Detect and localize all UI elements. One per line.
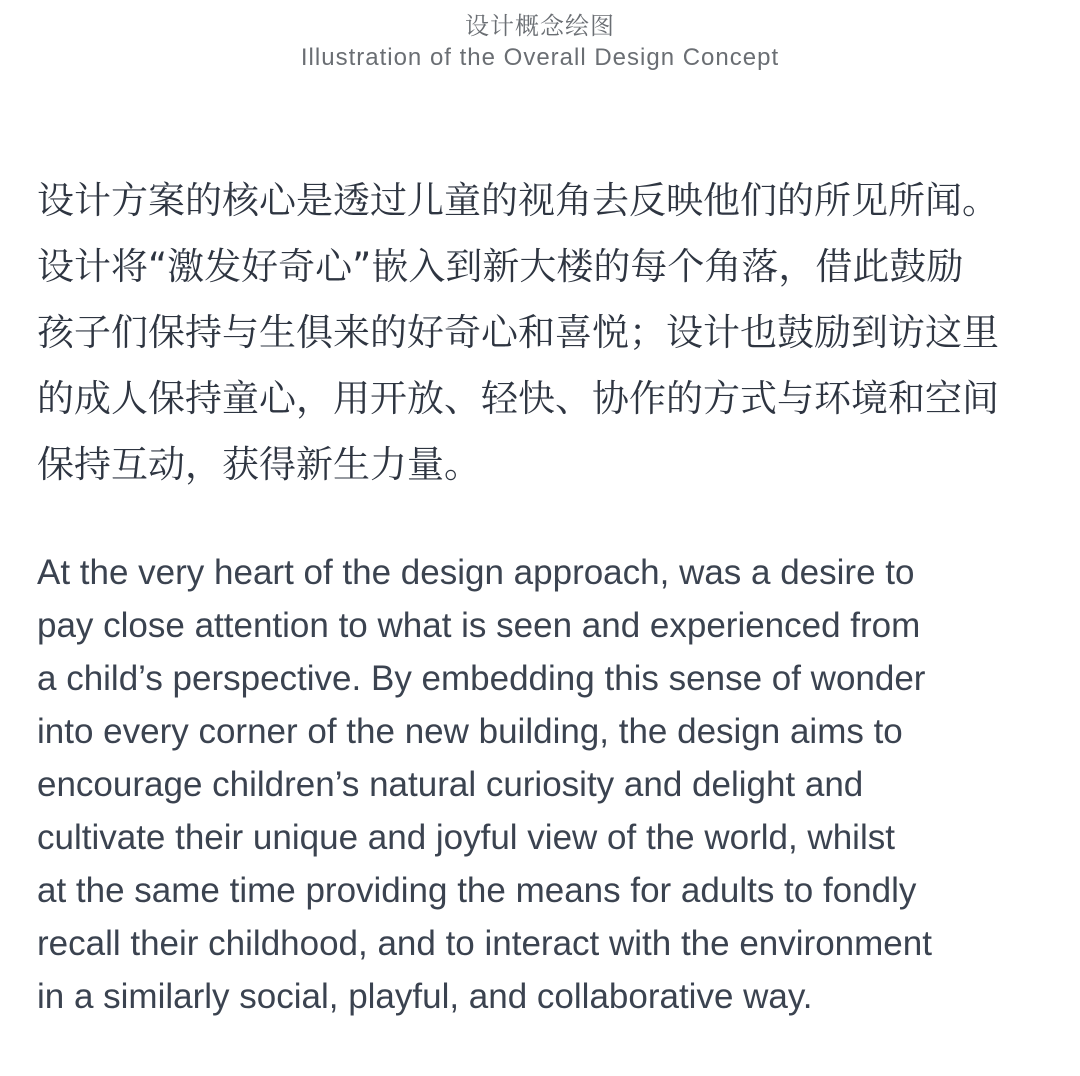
paragraph-line: a child’s perspective. By embedding this sense of wonder [37, 659, 926, 698]
paragraph-line: cultivate their unique and joyful view of the world, whilst [37, 818, 895, 857]
paragraph-chinese [37, 168, 1047, 498]
paragraph-english [37, 546, 1047, 1023]
paragraph-line: 设计方案的核心是透过儿童的视角去反映他们的所见所闻。 [37, 179, 999, 222]
paragraph-line: in a similarly social, playful, and collaborative way. [37, 977, 813, 1016]
paragraph-line: at the same time providing the means for adults to fondly [37, 871, 917, 910]
caption-chinese: 设计概念绘图 [465, 12, 615, 40]
paragraph-line: 保持互动，获得新生力量。 [37, 443, 481, 486]
paragraph-line: 孩子们保持与生俱来的好奇心和喜悦；设计也鼓励到访这里 [37, 311, 999, 354]
paragraph-line: into every corner of the new building, the design aims to [37, 712, 903, 751]
paragraph-line: At the very heart of the design approach, was a desire to [37, 553, 915, 592]
paragraph-line: 的成人保持童心，用开放、轻快、协作的方式与环境和空间 [37, 377, 999, 420]
paragraph-line: encourage children’s natural curiosity and delight and [37, 765, 864, 804]
caption-english: Illustration of the Overall Design Concept [300, 44, 780, 71]
paragraph-line: pay close attention to what is seen and experienced from [37, 606, 921, 645]
figure-caption [0, 10, 1080, 74]
paragraph-line: 设计将“激发好奇心”嵌入到新大楼的每个角落，借此鼓励 [37, 245, 964, 288]
paragraph-line: recall their childhood, and to interact with the environment [37, 924, 932, 963]
